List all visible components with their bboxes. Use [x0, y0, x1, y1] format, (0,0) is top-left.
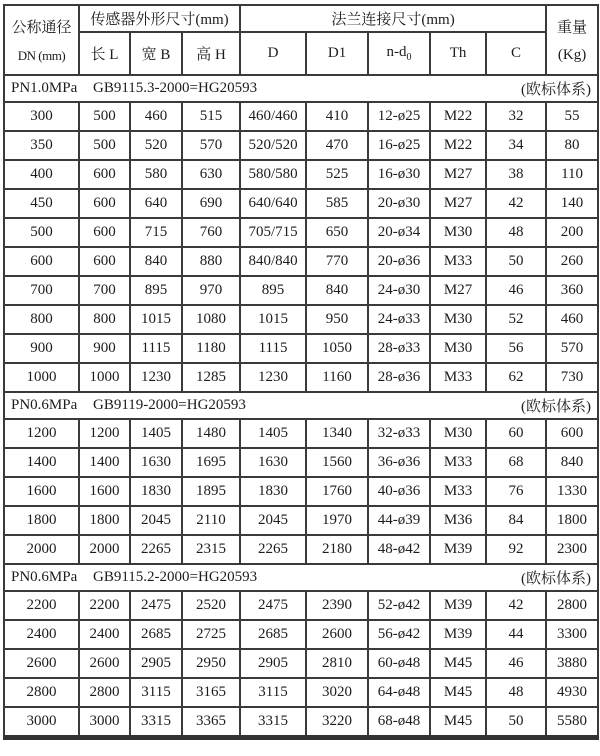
table-cell: 1080 — [182, 305, 240, 334]
table-cell: 1115 — [130, 334, 182, 363]
table-cell: 62 — [486, 363, 546, 392]
weight-title: 重量 — [557, 20, 588, 36]
table-cell: 1400 — [79, 448, 130, 477]
table-cell: 400 — [4, 160, 79, 189]
section-header-cell — [4, 564, 598, 591]
table-cell: 470 — [306, 131, 368, 160]
dn-title: 公称通径 — [11, 20, 72, 37]
table-cell: 705/715 — [240, 218, 306, 247]
table-cell: 600 — [546, 419, 598, 448]
header-row-groups — [4, 5, 598, 32]
table-cell: 52-ø42 — [368, 591, 430, 620]
table-cell: 600 — [4, 247, 79, 276]
table-cell: 3165 — [182, 678, 240, 707]
table-cell: 410 — [306, 102, 368, 131]
table-cell: 1800 — [4, 506, 79, 535]
table-cell: 3115 — [130, 678, 182, 707]
table-cell: 770 — [306, 247, 368, 276]
col-header-dn — [4, 5, 79, 75]
table-cell: 1630 — [240, 448, 306, 477]
table-cell: 1180 — [182, 334, 240, 363]
table-cell: 2810 — [306, 649, 368, 678]
table-cell: 460/460 — [240, 102, 306, 131]
table-cell: 3365 — [182, 707, 240, 738]
table-cell: 1695 — [182, 448, 240, 477]
table-cell: 760 — [182, 218, 240, 247]
section-pressure: PN0.6MPa — [11, 397, 78, 413]
table-cell: 3000 — [4, 707, 79, 738]
table-row — [4, 276, 598, 305]
table-row — [4, 334, 598, 363]
table-cell: 50 — [486, 707, 546, 738]
table-cell: 32-ø33 — [368, 419, 430, 448]
table-cell: 2180 — [306, 535, 368, 564]
table-cell: M33 — [430, 477, 486, 506]
table-cell: 3115 — [240, 678, 306, 707]
table-cell: 50 — [486, 247, 546, 276]
table-cell: 260 — [546, 247, 598, 276]
table-cell: 500 — [79, 102, 130, 131]
table-cell: 900 — [4, 334, 79, 363]
table-cell: 500 — [4, 218, 79, 247]
table-cell: 80 — [546, 131, 598, 160]
table-cell: 140 — [546, 189, 598, 218]
section-note: (欧标体系) — [521, 571, 592, 587]
table-cell: M30 — [430, 218, 486, 247]
section-row — [4, 75, 598, 102]
section-row — [4, 392, 598, 419]
col-header-c: C — [486, 32, 546, 75]
table-cell: 32 — [486, 102, 546, 131]
table-cell: 44 — [486, 620, 546, 649]
table-cell: 1405 — [130, 419, 182, 448]
table-row — [4, 102, 598, 131]
table-cell: 1800 — [79, 506, 130, 535]
table-cell: 1200 — [4, 419, 79, 448]
table-row — [4, 189, 598, 218]
table-cell: M30 — [430, 305, 486, 334]
table-cell: 28-ø33 — [368, 334, 430, 363]
table-cell: 3220 — [306, 707, 368, 738]
table-cell: 950 — [306, 305, 368, 334]
table-cell: 110 — [546, 160, 598, 189]
section-standard: GB9119-2000=HG20593 — [93, 397, 246, 413]
table-cell: 3315 — [130, 707, 182, 738]
section-standard: GB9115.3-2000=HG20593 — [93, 80, 258, 96]
table-cell: 34 — [486, 131, 546, 160]
table-cell: 20-ø30 — [368, 189, 430, 218]
table-cell: 2200 — [4, 591, 79, 620]
col-header-length: 长 L — [79, 32, 130, 75]
table-cell: 900 — [79, 334, 130, 363]
table-cell: M39 — [430, 535, 486, 564]
table-cell: 60-ø48 — [368, 649, 430, 678]
table-cell: 2265 — [240, 535, 306, 564]
table-cell: 46 — [486, 649, 546, 678]
table-cell: 48 — [486, 678, 546, 707]
table-row — [4, 305, 598, 334]
table-cell: 76 — [486, 477, 546, 506]
table-cell: 580/580 — [240, 160, 306, 189]
table-cell: 2685 — [240, 620, 306, 649]
table-cell: 730 — [546, 363, 598, 392]
table-cell: M45 — [430, 678, 486, 707]
table-row — [4, 649, 598, 678]
col-header-th: Th — [430, 32, 486, 75]
nd0-subscript: 0 — [406, 52, 412, 63]
dn-subtitle: DN (mm) — [17, 47, 66, 63]
table-cell: M22 — [430, 102, 486, 131]
nd0-main: n-d — [386, 44, 407, 60]
table-cell: 2300 — [546, 535, 598, 564]
table-cell: 520/520 — [240, 131, 306, 160]
table-row — [4, 448, 598, 477]
table-row — [4, 160, 598, 189]
table-row — [4, 678, 598, 707]
table-cell: 2315 — [182, 535, 240, 564]
table-cell: 1000 — [79, 363, 130, 392]
table-cell: 2905 — [240, 649, 306, 678]
header-row-sub — [4, 32, 598, 75]
table-cell: 300 — [4, 102, 79, 131]
table-cell: 1050 — [306, 334, 368, 363]
col-header-d: D — [240, 32, 306, 75]
table-cell: 3300 — [546, 620, 598, 649]
table-cell: 2045 — [240, 506, 306, 535]
table-row — [4, 620, 598, 649]
section-row — [4, 564, 598, 591]
section-pressure: PN0.6MPa — [11, 569, 78, 585]
table-cell: 360 — [546, 276, 598, 305]
table-cell: 2000 — [79, 535, 130, 564]
table-cell: 2400 — [79, 620, 130, 649]
table-cell: 640/640 — [240, 189, 306, 218]
table-row — [4, 477, 598, 506]
table-cell: 880 — [182, 247, 240, 276]
table-cell: 800 — [4, 305, 79, 334]
col-group-flange-dimensions: 法兰连接尺寸(mm) — [240, 5, 546, 32]
table-cell: 520 — [130, 131, 182, 160]
table-cell: 970 — [182, 276, 240, 305]
table-cell: 1560 — [306, 448, 368, 477]
table-cell: 40-ø36 — [368, 477, 430, 506]
table-cell: 895 — [240, 276, 306, 305]
table-cell: 52 — [486, 305, 546, 334]
table-cell: 48-ø42 — [368, 535, 430, 564]
section-header-cell — [4, 392, 598, 419]
section-note: (欧标体系) — [521, 399, 592, 415]
col-header-weight — [546, 5, 598, 75]
table-cell: 56-ø42 — [368, 620, 430, 649]
table-cell: 1630 — [130, 448, 182, 477]
table-cell: 36-ø36 — [368, 448, 430, 477]
table-cell: 2265 — [130, 535, 182, 564]
table-cell: M27 — [430, 160, 486, 189]
table-cell: M33 — [430, 448, 486, 477]
table-cell: 585 — [306, 189, 368, 218]
flange-spec-table — [3, 4, 599, 740]
table-cell: 2725 — [182, 620, 240, 649]
table-cell: M30 — [430, 419, 486, 448]
table-cell: 16-ø25 — [368, 131, 430, 160]
table-cell: 2800 — [4, 678, 79, 707]
table-cell: 5580 — [546, 707, 598, 738]
table-row — [4, 535, 598, 564]
table-body — [4, 75, 598, 738]
table-cell: 200 — [546, 218, 598, 247]
table-cell: 1340 — [306, 419, 368, 448]
table-cell: 1800 — [546, 506, 598, 535]
table-cell: M22 — [430, 131, 486, 160]
table-cell: 600 — [79, 160, 130, 189]
table-cell: 800 — [79, 305, 130, 334]
table-cell: 92 — [486, 535, 546, 564]
table-cell: 2800 — [546, 591, 598, 620]
table-cell: 840 — [546, 448, 598, 477]
table-cell: 3000 — [79, 707, 130, 738]
table-cell: 840/840 — [240, 247, 306, 276]
table-cell: 500 — [79, 131, 130, 160]
table-cell: 2520 — [182, 591, 240, 620]
col-header-width: 宽 B — [130, 32, 182, 75]
col-header-d1: D1 — [306, 32, 368, 75]
table-cell: 460 — [546, 305, 598, 334]
section-standard: GB9115.2-2000=HG20593 — [93, 569, 258, 585]
table-cell: 2045 — [130, 506, 182, 535]
table-cell: 2950 — [182, 649, 240, 678]
table-cell: 1830 — [130, 477, 182, 506]
table-cell: M27 — [430, 189, 486, 218]
table-cell: 1830 — [240, 477, 306, 506]
table-cell: 600 — [79, 218, 130, 247]
table-cell: 840 — [130, 247, 182, 276]
table-cell: 28-ø36 — [368, 363, 430, 392]
table-cell: 895 — [130, 276, 182, 305]
table-cell: 2200 — [79, 591, 130, 620]
table-cell: 2475 — [130, 591, 182, 620]
table-row — [4, 591, 598, 620]
section-note: (欧标体系) — [521, 82, 592, 98]
table-cell: 84 — [486, 506, 546, 535]
table-cell: 24-ø33 — [368, 305, 430, 334]
table-row — [4, 707, 598, 738]
table-cell: 650 — [306, 218, 368, 247]
section-header-cell — [4, 75, 598, 102]
table-cell: 460 — [130, 102, 182, 131]
table-cell: M33 — [430, 247, 486, 276]
table-cell: 42 — [486, 189, 546, 218]
table-cell: 1015 — [240, 305, 306, 334]
table-row — [4, 218, 598, 247]
table-cell: 2600 — [4, 649, 79, 678]
table-cell: 1230 — [240, 363, 306, 392]
table-cell: 2110 — [182, 506, 240, 535]
table-cell: 2000 — [4, 535, 79, 564]
table-cell: 1000 — [4, 363, 79, 392]
table-cell: 2400 — [4, 620, 79, 649]
table-cell: 700 — [79, 276, 130, 305]
table-cell: 3020 — [306, 678, 368, 707]
table-cell: 55 — [546, 102, 598, 131]
weight-subtitle: (Kg) — [557, 47, 587, 63]
table-cell: 350 — [4, 131, 79, 160]
col-header-height: 高 H — [182, 32, 240, 75]
table-cell: 60 — [486, 419, 546, 448]
table-cell: 1160 — [306, 363, 368, 392]
table-cell: 38 — [486, 160, 546, 189]
table-cell: 3315 — [240, 707, 306, 738]
table-cell: 68-ø48 — [368, 707, 430, 738]
table-cell: 1600 — [4, 477, 79, 506]
table-cell: 640 — [130, 189, 182, 218]
table-row — [4, 131, 598, 160]
table-cell: 1115 — [240, 334, 306, 363]
table-cell: 1760 — [306, 477, 368, 506]
table-cell: 46 — [486, 276, 546, 305]
table-cell: 20-ø34 — [368, 218, 430, 247]
table-cell: 1480 — [182, 419, 240, 448]
table-cell: 600 — [79, 189, 130, 218]
table-cell: 515 — [182, 102, 240, 131]
table-cell: M36 — [430, 506, 486, 535]
table-cell: 1330 — [546, 477, 598, 506]
table-cell: 690 — [182, 189, 240, 218]
table-cell: 56 — [486, 334, 546, 363]
table-cell: M39 — [430, 591, 486, 620]
table-row — [4, 247, 598, 276]
table-cell: 42 — [486, 591, 546, 620]
table-cell: 3880 — [546, 649, 598, 678]
table-cell: 630 — [182, 160, 240, 189]
col-group-sensor-dimensions: 传感器外形尺寸(mm) — [79, 5, 240, 32]
table-cell: 2600 — [79, 649, 130, 678]
table-cell: M45 — [430, 707, 486, 738]
table-cell: 1600 — [79, 477, 130, 506]
table-cell: 1285 — [182, 363, 240, 392]
table-cell: 16-ø30 — [368, 160, 430, 189]
table-cell: 2475 — [240, 591, 306, 620]
table-cell: M39 — [430, 620, 486, 649]
table-row — [4, 506, 598, 535]
table-cell: 12-ø25 — [368, 102, 430, 131]
table-cell: 840 — [306, 276, 368, 305]
table-cell: 1015 — [130, 305, 182, 334]
table-cell: 1405 — [240, 419, 306, 448]
table-cell: 68 — [486, 448, 546, 477]
table-cell: 570 — [546, 334, 598, 363]
table-cell: 450 — [4, 189, 79, 218]
table-cell: 700 — [4, 276, 79, 305]
col-header-nd0 — [368, 32, 430, 75]
table-cell: 715 — [130, 218, 182, 247]
table-cell: 1400 — [4, 448, 79, 477]
table-cell: 1200 — [79, 419, 130, 448]
table-cell: 2600 — [306, 620, 368, 649]
table-cell: M30 — [430, 334, 486, 363]
table-cell: 2685 — [130, 620, 182, 649]
table-row — [4, 363, 598, 392]
table-row — [4, 419, 598, 448]
table-cell: M45 — [430, 649, 486, 678]
table-cell: M27 — [430, 276, 486, 305]
table-cell: 600 — [79, 247, 130, 276]
table-cell: 44-ø39 — [368, 506, 430, 535]
table-cell: 1230 — [130, 363, 182, 392]
table-cell: 570 — [182, 131, 240, 160]
table-cell: 1895 — [182, 477, 240, 506]
section-pressure: PN1.0MPa — [11, 80, 78, 96]
table-cell: 525 — [306, 160, 368, 189]
table-cell: 48 — [486, 218, 546, 247]
table-cell: 1970 — [306, 506, 368, 535]
table-cell: 24-ø30 — [368, 276, 430, 305]
table-cell: 2905 — [130, 649, 182, 678]
table-cell: M33 — [430, 363, 486, 392]
table-cell: 64-ø48 — [368, 678, 430, 707]
table-cell: 4930 — [546, 678, 598, 707]
table-cell: 2390 — [306, 591, 368, 620]
table-cell: 2800 — [79, 678, 130, 707]
table-cell: 580 — [130, 160, 182, 189]
table-cell: 20-ø36 — [368, 247, 430, 276]
